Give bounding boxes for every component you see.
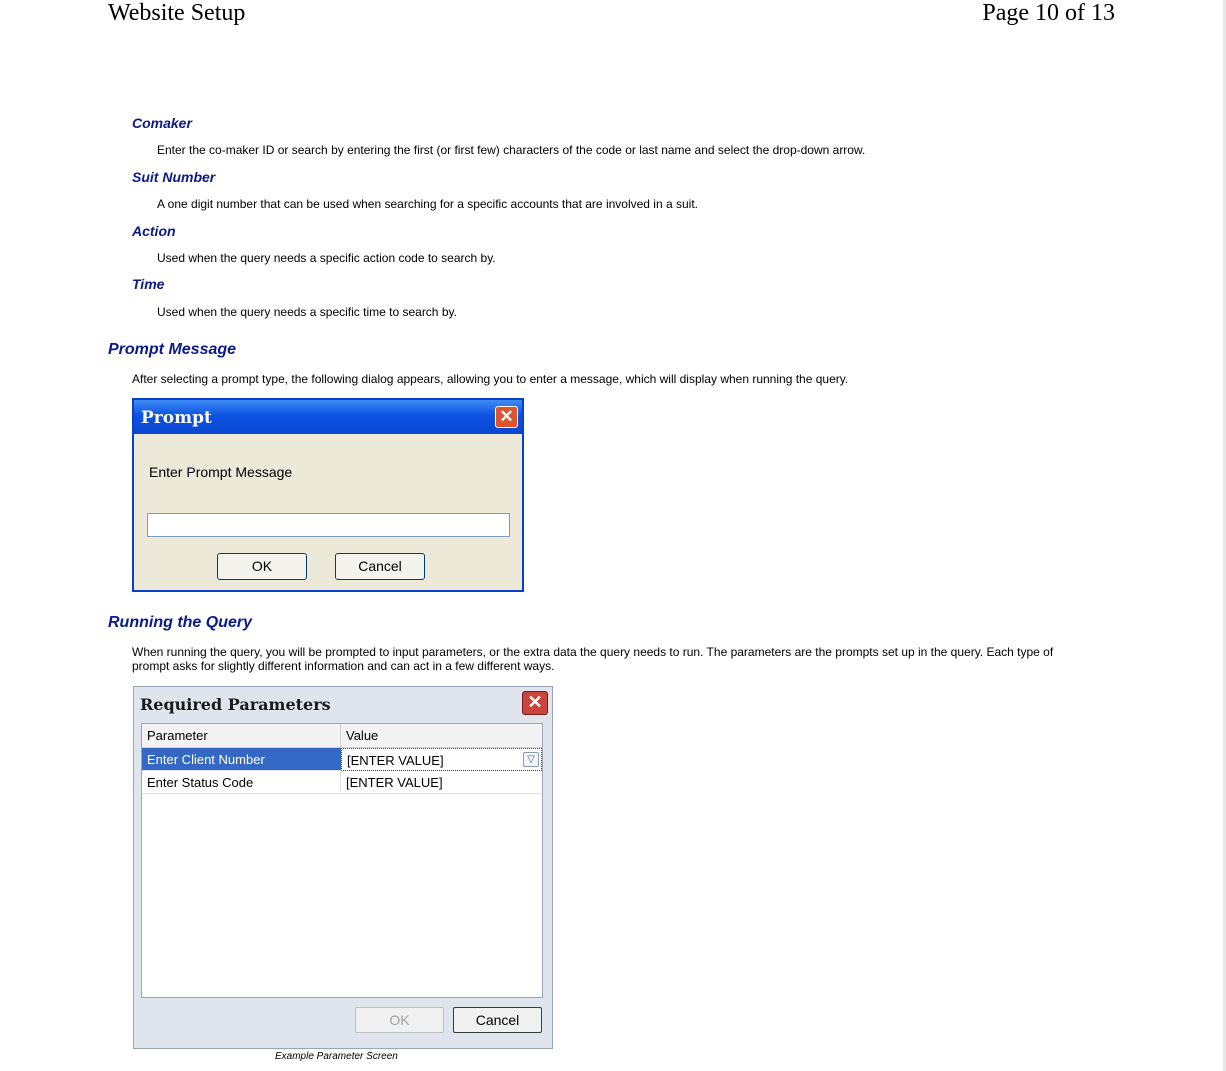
ok-button[interactable]: OK bbox=[217, 553, 307, 580]
parameters-grid bbox=[141, 723, 543, 998]
prompt-dialog-titlebar[interactable] bbox=[134, 400, 522, 434]
chevron-down-icon[interactable]: ▽ bbox=[523, 752, 539, 767]
required-parameters-title: Required Parameters bbox=[140, 695, 331, 714]
text-time: Used when the query needs a specific time to search by. bbox=[157, 305, 457, 319]
figure-caption: Example Parameter Screen bbox=[275, 1051, 398, 1062]
param-name-cell[interactable]: Enter Client Number bbox=[142, 748, 341, 771]
param-value-text: [ENTER VALUE] bbox=[347, 753, 444, 768]
text-comaker: Enter the co-maker ID or search by entering the first (or first few) characters of the code or last name and select the drop-down arrow. bbox=[157, 143, 866, 157]
close-icon[interactable]: ✕ bbox=[522, 691, 548, 715]
page-number: Page 10 of 13 bbox=[982, 0, 1115, 26]
document-title: Website Setup bbox=[108, 0, 246, 26]
column-header-parameter[interactable]: Parameter bbox=[142, 724, 341, 748]
text-action: Used when the query needs a specific action code to search by. bbox=[157, 251, 496, 265]
text-running-query: When running the query, you will be prompted to input parameters, or the extra data the query needs to run. The parameters are the prompts set up in the query. Each type of prompt asks for slightly different information and can act in a few different ways. bbox=[132, 645, 1054, 673]
text-suit-number: A one digit number that can be used when searching for a specific accounts that are involved in a suit. bbox=[157, 197, 698, 211]
heading-prompt-message: Prompt Message bbox=[108, 341, 237, 358]
close-icon[interactable]: ✕ bbox=[495, 406, 518, 428]
prompt-dialog bbox=[132, 398, 524, 592]
prompt-dialog-title: Prompt bbox=[141, 408, 212, 428]
param-value-cell[interactable]: [ENTER VALUE] bbox=[341, 771, 542, 794]
prompt-message-input[interactable] bbox=[147, 513, 510, 537]
heading-suit-number: Suit Number bbox=[132, 169, 216, 185]
cancel-button[interactable]: Cancel bbox=[453, 1007, 542, 1033]
column-header-value[interactable]: Value bbox=[341, 724, 542, 748]
heading-running-query: Running the Query bbox=[108, 614, 252, 631]
param-name-cell[interactable]: Enter Status Code bbox=[142, 771, 341, 794]
heading-time: Time bbox=[132, 276, 165, 292]
heading-action: Action bbox=[132, 223, 176, 239]
text-prompt-message: After selecting a prompt type, the following dialog appears, allowing you to enter a message, which will display when running the query. bbox=[132, 372, 849, 386]
param-value-dropdown[interactable] bbox=[341, 748, 542, 771]
heading-comaker: Comaker bbox=[132, 115, 192, 131]
cancel-button[interactable]: Cancel bbox=[335, 553, 425, 580]
required-parameters-dialog bbox=[133, 686, 553, 1049]
ok-button[interactable]: OK bbox=[355, 1007, 444, 1033]
prompt-message-label: Enter Prompt Message bbox=[149, 464, 293, 480]
